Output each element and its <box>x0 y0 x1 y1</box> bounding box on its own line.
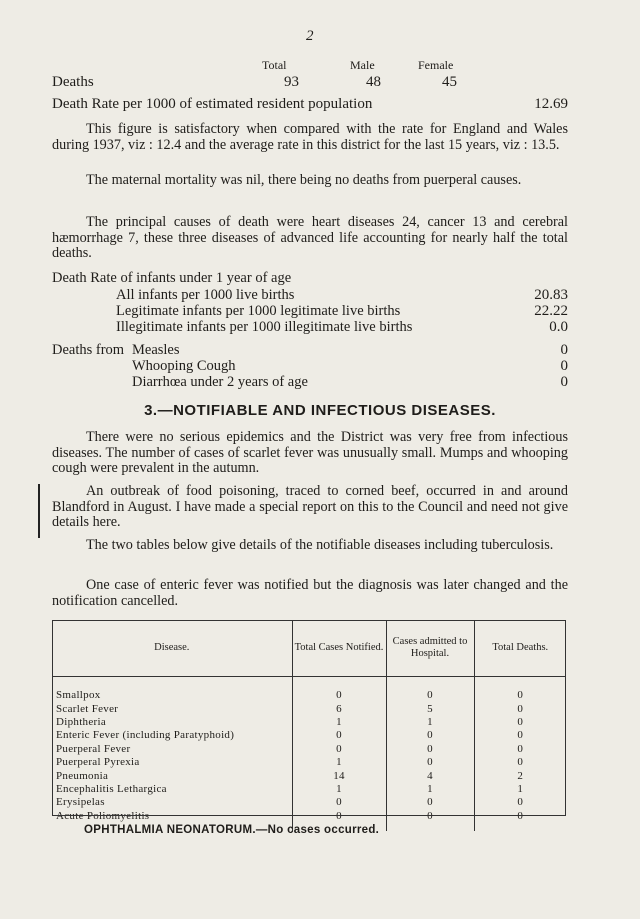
table-row <box>52 729 566 742</box>
footer-note: OPHTHALMIA NEONATORUM.—No cases occurred. <box>84 824 380 836</box>
hospital-cell: 4 <box>386 769 474 782</box>
table-row <box>52 756 566 769</box>
paragraph-principal-causes: The principal causes of death were heart diseases 24, cancer 13 and cerebral hæmorrhage 7, these three diseases of advanced life accounting for nearly half the total deaths. <box>52 214 568 261</box>
disease-cell: Puerperal Pyrexia <box>56 756 140 769</box>
table-row <box>52 716 566 729</box>
deaths-from-value: 0 <box>560 358 568 374</box>
table-row <box>52 783 566 796</box>
deaths-cell: 0 <box>474 756 566 769</box>
disease-cell: Puerperal Fever <box>56 742 131 755</box>
deaths-cell: 0 <box>474 729 566 742</box>
infant-rate-label: Illegitimate infants per 1000 illegitimate live births <box>116 319 413 335</box>
disease-cell: Scarlet Fever <box>56 702 119 715</box>
hospital-cell: 1 <box>386 716 474 729</box>
notified-cell: 0 <box>292 729 386 742</box>
header-male: Male <box>350 58 375 72</box>
deaths-female: 45 <box>442 74 457 90</box>
disease-cell: Enteric Fever (including Paratyphoid) <box>56 729 235 742</box>
deaths-from-value: 0 <box>560 342 568 358</box>
infant-rates-title: Death Rate of infants under 1 year of age <box>52 270 292 286</box>
infant-rate-label: All infants per 1000 live births <box>116 287 295 303</box>
deaths-label: Deaths <box>52 74 94 90</box>
notified-cell: 0 <box>292 689 386 702</box>
hospital-cell: 0 <box>386 743 474 756</box>
column-header: Cases admitted to Hospital. <box>386 620 474 677</box>
header-female: Female <box>418 58 454 72</box>
deaths-cell: 1 <box>474 783 566 796</box>
table-row <box>52 769 566 782</box>
table-header-row <box>52 620 566 677</box>
hospital-cell: 1 <box>386 783 474 796</box>
table-spacer <box>52 677 566 690</box>
margin-bar <box>38 484 40 538</box>
infant-rate-label: Legitimate infants per 1000 legitimate live births <box>116 303 401 319</box>
notified-cell: 1 <box>292 716 386 729</box>
hospital-cell: 5 <box>386 702 474 715</box>
deaths-cell: 0 <box>474 810 566 823</box>
deaths-cell: 0 <box>474 716 566 729</box>
notified-cell: 14 <box>292 769 386 782</box>
table-row <box>52 689 566 702</box>
deaths-from-label: Whooping Cough <box>132 358 236 374</box>
notified-cell: 1 <box>292 783 386 796</box>
notified-cell: 1 <box>292 756 386 769</box>
table-row <box>52 743 566 756</box>
deaths-cell: 0 <box>474 796 566 809</box>
column-header: Disease. <box>52 620 292 677</box>
deaths-from-label: Diarrhœa under 2 years of age <box>132 374 308 390</box>
hospital-cell: 0 <box>386 796 474 809</box>
disease-table <box>52 620 566 831</box>
table-row <box>52 810 566 823</box>
deaths-cell: 0 <box>474 702 566 715</box>
notified-cell: 0 <box>292 796 386 809</box>
paragraph-tables-intro: The two tables below give details of the notifiable diseases including tuberculosis. <box>86 537 554 553</box>
paragraph-food-poisoning: An outbreak of food poisoning, traced to corned beef, occurred in and around Blandford in August. I have made a special report on this to the Council and need not give details here. <box>52 483 568 530</box>
table-row <box>52 796 566 809</box>
infant-rate-value: 20.83 <box>534 287 568 303</box>
deaths-cell: 0 <box>474 743 566 756</box>
hospital-cell: 0 <box>386 756 474 769</box>
column-header: Total Cases Notified. <box>292 620 386 677</box>
disease-cell: Diphtheria <box>56 715 107 728</box>
hospital-cell: 0 <box>386 689 474 702</box>
notified-cell: 0 <box>292 810 386 823</box>
table-row <box>52 702 566 715</box>
deaths-total: 93 <box>284 74 299 90</box>
infant-rate-value: 22.22 <box>534 303 568 319</box>
disease-cell: Acute Poliomyelitis <box>56 809 150 822</box>
paragraph-epidemics: There were no serious epidemics and the District was very free from infectious diseases. The number of cases of scarlet fever was unusually small. Mumps and whooping cough were prevalent in the autumn. <box>52 429 568 476</box>
paragraph-enteric-fever: One case of enteric fever was notified but the diagnosis was later changed and the notification cancelled. <box>52 577 568 609</box>
deaths-from-title: Deaths from <box>52 342 125 358</box>
disease-cell: Erysipelas <box>56 796 105 809</box>
hospital-cell: 0 <box>386 810 474 823</box>
column-header: Total Deaths. <box>474 620 566 677</box>
disease-cell: Pneumonia <box>56 769 109 782</box>
hospital-cell: 0 <box>386 729 474 742</box>
death-rate-label: Death Rate per 1000 of estimated resident population <box>52 96 373 112</box>
death-rate-value: 12.69 <box>534 96 568 112</box>
section-heading: 3.—NOTIFIABLE AND INFECTIOUS DISEASES. <box>144 402 496 419</box>
deaths-from-value: 0 <box>560 374 568 390</box>
header-total: Total <box>262 58 287 72</box>
notified-cell: 0 <box>292 743 386 756</box>
notified-cell: 6 <box>292 702 386 715</box>
paragraph-maternal-mortality: The maternal mortality was nil, there being no deaths from puerperal causes. <box>86 172 522 188</box>
page-number: 2 <box>306 28 314 44</box>
infant-rate-value: 0.0 <box>549 319 568 335</box>
deaths-from-label: Measles <box>132 342 180 358</box>
disease-cell: Encephalitis Lethargica <box>56 782 167 795</box>
deaths-cell: 0 <box>474 689 566 702</box>
disease-cell: Smallpox <box>56 689 101 702</box>
deaths-cell: 2 <box>474 769 566 782</box>
paragraph-rate-comparison: This figure is satisfactory when compared with the rate for England and Wales during 1937, viz : 12.4 and the average rate in this district for the last 15 years, viz : 13.5. <box>52 121 568 153</box>
deaths-male: 48 <box>366 74 381 90</box>
